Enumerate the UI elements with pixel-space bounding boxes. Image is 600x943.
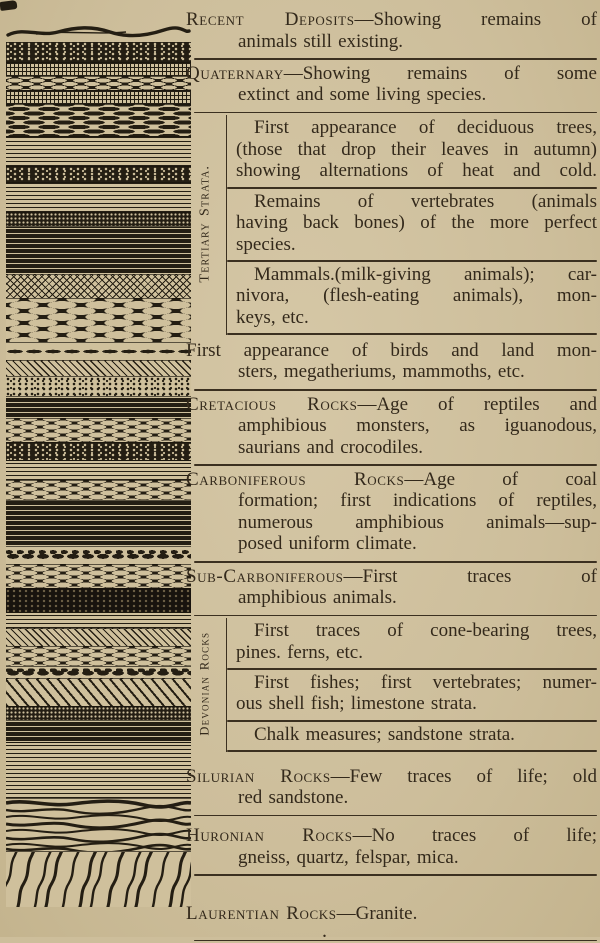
text-line [236,724,597,746]
strata-band-lens [6,104,191,136]
text-line [236,620,597,642]
text-line [186,587,597,609]
strata-band-dash-row [6,342,191,360]
granite-band [6,851,191,907]
strata-band-bricks-sm [6,418,191,442]
text-line [186,766,597,788]
text-line [236,693,597,715]
entry-rule [227,333,597,335]
section-text: red sandstone. [238,787,349,809]
strata-band-hlines-dark [6,226,191,274]
text-line [236,117,597,139]
entry-rule [227,750,597,752]
group-entry [236,189,597,259]
section-text: gneiss, quartz, felspar, mica. [238,846,459,868]
strata-band-bricks-sm [6,564,191,588]
section-text: —Showing remains of [354,9,597,30]
strata-band-hlines [6,460,191,480]
text-column [186,6,597,941]
group-entries [226,618,597,752]
text-line [236,160,597,182]
text-line [236,139,597,161]
section-heading: Sub-Carboniferous [186,565,344,587]
section-heading: Carboniferous Rocks [186,468,405,490]
section-text: —Age of reptiles and [357,393,597,415]
section-text: —Few traces of life; old [330,765,597,787]
section-text: keys, etc. [236,306,309,328]
strata-band-diamond [6,274,191,298]
section-text: extinct and some living species. [238,84,487,106]
text-line [186,9,597,31]
strata-band-bricks-sm [6,646,191,666]
section-text: amphibious animals. [238,587,397,608]
section-text: First fishes; first vertebrates; numer- [254,671,597,693]
text-line [186,394,597,416]
vertical-label-devonian-rocks: Devonian Rocks [197,632,212,736]
strata-band-diag [6,360,191,376]
section-text: —First traces of [343,565,597,587]
section-sub-carboniferous [186,563,597,613]
text-line [236,672,597,694]
section-text: species. [236,233,296,255]
surface-wavy-line [6,22,191,42]
section-cretacious-rocks [186,391,597,463]
text-line [236,307,597,329]
strata-band-dotgrid [6,706,191,720]
section-text: First appearance of birds and land mon- [186,339,597,361]
section-text: showing alternations of heat and cold. [236,160,597,182]
section-heading: Huronian Rocks [186,825,353,847]
text-line [236,642,597,664]
text-line [186,847,597,869]
text-line [186,63,597,85]
strata-band-hlines [6,182,191,212]
group-tertiary-strata [186,113,597,337]
section-quaternary [186,60,597,110]
section-heading: Quaternary [186,62,284,84]
group-entry [236,670,597,718]
strata-band-hlines-dark [6,396,191,418]
section-text: posed uniform climate. [238,533,417,555]
vertical-label-tertiary-strata: Tertiary Strata. [197,165,213,283]
section-text: amphibious monsters, as iguanodous, [238,415,597,437]
section-text: —No traces of life; [352,825,597,847]
section-heading: Laurentian Rocks [186,903,337,925]
section-text: saurians and crocodiles. [238,436,424,458]
text-line [186,84,597,106]
strata-band-stipple-dark [6,442,191,460]
strata-band-hlines [6,612,191,628]
section-text: Remains of vertebrates (animals [254,190,597,212]
footer-mark: . [322,920,327,942]
text-line [186,490,597,512]
section-text: animals still existing. [238,30,404,52]
section-text: ous shell fish; limestone strata. [236,693,477,715]
strata-band-diag-wide [6,678,191,706]
section-rule [194,940,597,942]
strata-band-coal [6,588,191,612]
text-line [186,361,597,383]
group-entry [236,262,597,332]
strata-bands [6,42,191,798]
section-heading: Silurian Rocks [186,765,331,787]
text-line [186,340,597,362]
section-text: —Showing remains of some [283,62,597,84]
strata-band-stipple-dark [6,166,191,182]
text-line [236,212,597,234]
ink-smudge [0,0,17,11]
section-silurian-rocks [186,754,597,813]
section-heading: Recent Deposits [186,9,355,30]
strata-band-stipple-dark [6,42,191,62]
strata-band-bricks-lg [6,298,191,342]
group-entry [236,722,597,749]
strata-band-hlines-dark [6,720,191,742]
strata-column [6,22,191,907]
strata-band-stipple [6,376,191,396]
group-devonian-rocks [186,616,597,754]
section-laurentian-rocks [186,876,597,938]
text-line [236,285,597,307]
group-entry [236,115,597,185]
text-line [236,234,597,256]
section-text: numerous amphibious animals—sup- [238,511,597,533]
text-line [186,31,597,53]
section-text: Chalk measures; sandstone strata. [254,723,515,745]
text-line [186,787,597,809]
section-text: formation; first indications of reptiles, [238,490,597,512]
section-text: nivora, (flesh-eating animals), mon- [236,285,597,307]
strata-band-hlines [6,742,191,798]
section-heading: Cretacious Rocks [186,393,358,415]
group-entries [226,115,597,335]
section-huronian-rocks [186,816,597,872]
section-text: —Age of coal [404,468,597,490]
text-line [186,825,597,847]
section-text: (those that drop their leaves in autumn) [236,138,597,160]
section-carboniferous-rocks [186,466,597,559]
strata-band-hlines-dark [6,500,191,546]
strata-band-dash-dark [6,76,191,90]
text-line [236,191,597,213]
strata-band-dotgrid [6,212,191,226]
strata-band-grid [6,90,191,104]
section-text: First traces of cone-bearing trees, [254,620,597,642]
text-line [186,469,597,491]
strata-band-bricks-sm [6,480,191,500]
section-birds-and-land-monsters [186,337,597,387]
strata-band-grid [6,62,191,76]
section-text: pines. ferns, etc. [236,641,363,663]
strata-band-hlines [6,136,191,166]
section-text: sters, megatheriums, mammoths, etc. [238,361,525,383]
text-line [186,533,597,555]
section-text: First appearance of deciduous trees, [254,117,597,139]
text-line [186,512,597,534]
section-text: having back bones) of the more perfect [236,212,597,234]
section-recent-deposits [186,6,597,56]
text-line [186,437,597,459]
text-line [236,264,597,286]
group-entry [236,618,597,666]
text-line [186,903,597,925]
strata-band-blob-row [6,546,191,564]
strata-band-diag [6,628,191,646]
text-line [186,415,597,437]
text-line [186,566,597,588]
section-text: —Granite. [336,903,418,925]
section-text: Mammals.(milk-giving animals); car- [254,263,597,285]
strata-band-blob-row [6,666,191,678]
gneiss-band [6,798,191,851]
